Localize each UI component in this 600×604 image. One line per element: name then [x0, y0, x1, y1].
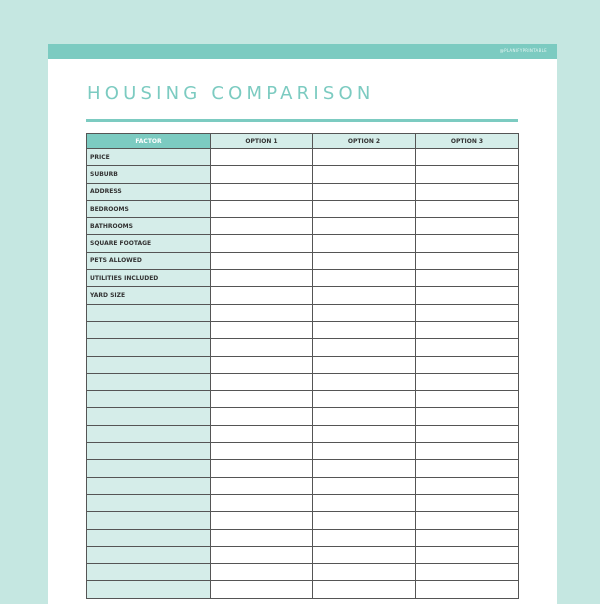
- option-3-cell[interactable]: [416, 529, 519, 546]
- option-2-cell[interactable]: [313, 373, 416, 390]
- option-1-cell[interactable]: [211, 546, 313, 563]
- option-1-cell[interactable]: [211, 391, 313, 408]
- brand-handle: @PLANIFYPRINTABLE: [499, 48, 547, 53]
- option-3-cell[interactable]: [416, 235, 519, 252]
- option-2-cell[interactable]: [313, 460, 416, 477]
- table-row: [87, 391, 519, 408]
- option-3-cell[interactable]: [416, 321, 519, 338]
- factor-label[interactable]: BEDROOMS: [87, 200, 211, 217]
- title-divider: [86, 119, 518, 122]
- table-row: [87, 235, 519, 252]
- header-option-1: OPTION 1: [211, 134, 313, 149]
- printable-page: [48, 44, 557, 604]
- option-2-cell[interactable]: [313, 443, 416, 460]
- table-row: [87, 287, 519, 304]
- option-2-cell[interactable]: [313, 581, 416, 598]
- option-3-cell[interactable]: [416, 252, 519, 269]
- factor-label[interactable]: [87, 477, 211, 494]
- option-2-cell[interactable]: [313, 494, 416, 511]
- option-2-cell[interactable]: [313, 218, 416, 235]
- option-1-cell[interactable]: [211, 425, 313, 442]
- table-row: [87, 218, 519, 235]
- factor-label[interactable]: [87, 408, 211, 425]
- option-1-cell[interactable]: [211, 304, 313, 321]
- option-1-cell[interactable]: [211, 166, 313, 183]
- option-3-cell[interactable]: [416, 391, 519, 408]
- factor-label[interactable]: [87, 512, 211, 529]
- table-row: [87, 149, 519, 166]
- option-3-cell[interactable]: [416, 425, 519, 442]
- option-2-cell[interactable]: [313, 304, 416, 321]
- option-2-cell[interactable]: [313, 529, 416, 546]
- factor-label[interactable]: ADDRESS: [87, 183, 211, 200]
- table-row: [87, 183, 519, 200]
- option-1-cell[interactable]: [211, 512, 313, 529]
- option-1-cell[interactable]: [211, 529, 313, 546]
- option-3-cell[interactable]: [416, 546, 519, 563]
- option-2-cell[interactable]: [313, 287, 416, 304]
- option-2-cell[interactable]: [313, 564, 416, 581]
- option-1-cell[interactable]: [211, 235, 313, 252]
- table-header-row: [87, 134, 519, 149]
- option-3-cell[interactable]: [416, 339, 519, 356]
- option-1-cell[interactable]: [211, 356, 313, 373]
- factor-label[interactable]: [87, 373, 211, 390]
- table-row: [87, 564, 519, 581]
- factor-label[interactable]: [87, 529, 211, 546]
- option-3-cell[interactable]: [416, 218, 519, 235]
- option-3-cell[interactable]: [416, 564, 519, 581]
- option-3-cell[interactable]: [416, 183, 519, 200]
- option-3-cell[interactable]: [416, 166, 519, 183]
- option-2-cell[interactable]: [313, 235, 416, 252]
- factor-label[interactable]: [87, 321, 211, 338]
- table-row: [87, 200, 519, 217]
- option-2-cell[interactable]: [313, 546, 416, 563]
- option-2-cell[interactable]: [313, 200, 416, 217]
- table-row: [87, 339, 519, 356]
- option-2-cell[interactable]: [313, 270, 416, 287]
- option-1-cell[interactable]: [211, 183, 313, 200]
- option-3-cell[interactable]: [416, 149, 519, 166]
- option-2-cell[interactable]: [313, 183, 416, 200]
- option-1-cell[interactable]: [211, 321, 313, 338]
- factor-label[interactable]: [87, 339, 211, 356]
- factor-label[interactable]: [87, 443, 211, 460]
- option-1-cell[interactable]: [211, 373, 313, 390]
- table-row: [87, 443, 519, 460]
- factor-label[interactable]: [87, 494, 211, 511]
- factor-label[interactable]: SQUARE FOOTAGE: [87, 235, 211, 252]
- page-title: HOUSING COMPARISON: [87, 83, 375, 104]
- option-3-cell[interactable]: [416, 287, 519, 304]
- option-2-cell[interactable]: [313, 356, 416, 373]
- option-3-cell[interactable]: [416, 373, 519, 390]
- factor-label[interactable]: YARD SIZE: [87, 287, 211, 304]
- option-2-cell[interactable]: [313, 477, 416, 494]
- option-1-cell[interactable]: [211, 200, 313, 217]
- table-row: [87, 529, 519, 546]
- option-3-cell[interactable]: [416, 460, 519, 477]
- factor-label[interactable]: [87, 564, 211, 581]
- factor-label[interactable]: PETS ALLOWED: [87, 252, 211, 269]
- option-1-cell[interactable]: [211, 460, 313, 477]
- factor-label[interactable]: PRICE: [87, 149, 211, 166]
- table-row: [87, 270, 519, 287]
- option-2-cell[interactable]: [313, 391, 416, 408]
- option-3-cell[interactable]: [416, 304, 519, 321]
- option-3-cell[interactable]: [416, 408, 519, 425]
- table-row: [87, 425, 519, 442]
- option-2-cell[interactable]: [313, 408, 416, 425]
- option-2-cell[interactable]: [313, 321, 416, 338]
- option-1-cell[interactable]: [211, 581, 313, 598]
- table-row: [87, 460, 519, 477]
- table-row: [87, 304, 519, 321]
- factor-label[interactable]: [87, 356, 211, 373]
- option-2-cell[interactable]: [313, 252, 416, 269]
- factor-label[interactable]: [87, 546, 211, 563]
- option-3-cell[interactable]: [416, 200, 519, 217]
- option-1-cell[interactable]: [211, 494, 313, 511]
- table-row: [87, 252, 519, 269]
- table-row: [87, 166, 519, 183]
- option-2-cell[interactable]: [313, 512, 416, 529]
- header-factor: FACTOR: [87, 134, 211, 149]
- table-row: [87, 581, 519, 598]
- option-1-cell[interactable]: [211, 270, 313, 287]
- factor-label[interactable]: SUBURB: [87, 166, 211, 183]
- option-1-cell[interactable]: [211, 477, 313, 494]
- header-option-3: OPTION 3: [416, 134, 519, 149]
- option-3-cell[interactable]: [416, 477, 519, 494]
- header-bar: [48, 44, 557, 59]
- option-1-cell[interactable]: [211, 218, 313, 235]
- factor-label[interactable]: BATHROOMS: [87, 218, 211, 235]
- table-row: [87, 477, 519, 494]
- table-row: [87, 356, 519, 373]
- option-3-cell[interactable]: [416, 581, 519, 598]
- table-row: [87, 373, 519, 390]
- option-2-cell[interactable]: [313, 339, 416, 356]
- option-1-cell[interactable]: [211, 287, 313, 304]
- option-2-cell[interactable]: [313, 166, 416, 183]
- option-1-cell[interactable]: [211, 564, 313, 581]
- table-row: [87, 494, 519, 511]
- header-option-2: OPTION 2: [313, 134, 416, 149]
- option-1-cell[interactable]: [211, 443, 313, 460]
- option-1-cell[interactable]: [211, 252, 313, 269]
- factor-label[interactable]: [87, 391, 211, 408]
- factor-label[interactable]: UTILITIES INCLUDED: [87, 270, 211, 287]
- option-1-cell[interactable]: [211, 339, 313, 356]
- factor-label[interactable]: [87, 460, 211, 477]
- table-row: [87, 512, 519, 529]
- factor-label[interactable]: [87, 304, 211, 321]
- option-3-cell[interactable]: [416, 443, 519, 460]
- option-3-cell[interactable]: [416, 494, 519, 511]
- option-3-cell[interactable]: [416, 270, 519, 287]
- table-row: [87, 546, 519, 563]
- factor-label[interactable]: [87, 425, 211, 442]
- comparison-table: [86, 133, 519, 599]
- option-1-cell[interactable]: [211, 149, 313, 166]
- option-2-cell[interactable]: [313, 149, 416, 166]
- factor-label[interactable]: [87, 581, 211, 598]
- table-row: [87, 408, 519, 425]
- option-3-cell[interactable]: [416, 512, 519, 529]
- option-3-cell[interactable]: [416, 356, 519, 373]
- option-2-cell[interactable]: [313, 425, 416, 442]
- table-row: [87, 321, 519, 338]
- option-1-cell[interactable]: [211, 408, 313, 425]
